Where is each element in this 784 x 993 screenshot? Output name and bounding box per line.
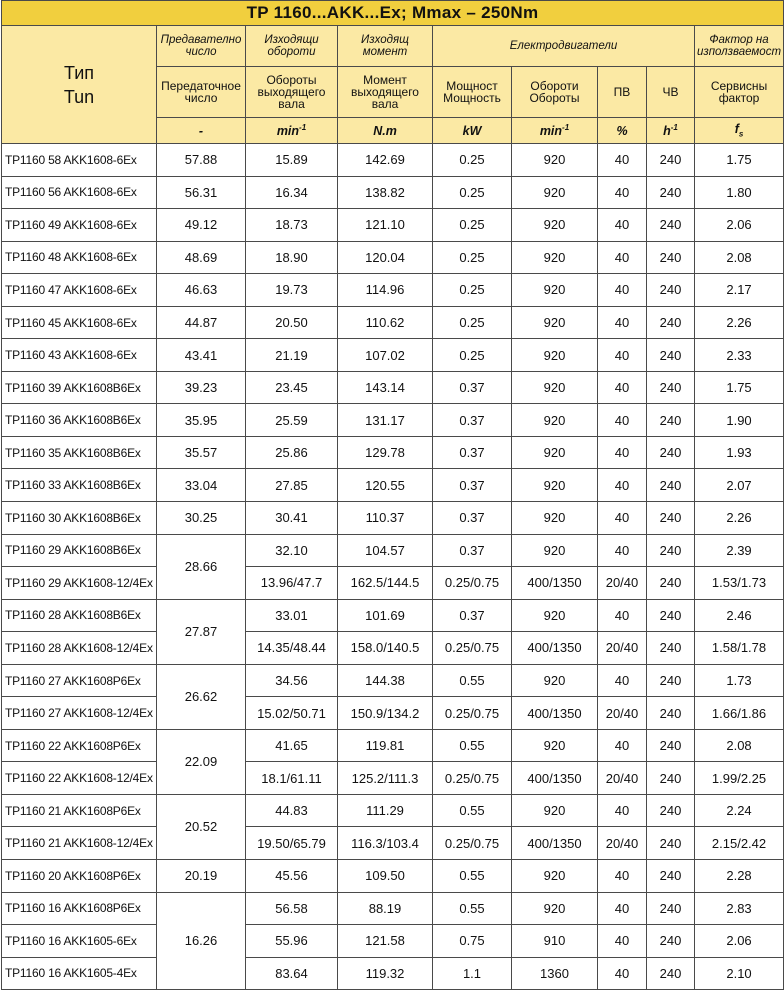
- chv-cell: 240: [647, 371, 695, 404]
- rpm-cell: 1360: [512, 957, 598, 990]
- speed-cell: 45.56: [246, 860, 338, 893]
- table-row: [2, 339, 784, 372]
- torque-cell: 110.37: [338, 502, 433, 535]
- torque-cell: 143.14: [338, 371, 433, 404]
- type-cell: TP1160 27 AKK1608P6Ex: [2, 664, 157, 697]
- chv-cell: 240: [647, 892, 695, 925]
- rpm-cell: 920: [512, 729, 598, 762]
- pv-cell: 40: [598, 274, 647, 307]
- factor-cell: 2.26: [695, 306, 784, 339]
- pv-cell: 20/40: [598, 632, 647, 665]
- speed-cell: 15.89: [246, 144, 338, 177]
- type-cell: TP1160 28 AKK1608B6Ex: [2, 599, 157, 632]
- pv-cell: 40: [598, 404, 647, 437]
- speed-cell: 33.01: [246, 599, 338, 632]
- ratio-cell: 39.23: [157, 371, 246, 404]
- ratio-cell: 35.57: [157, 436, 246, 469]
- torque-header-ru: Момент выходящего вала: [338, 67, 433, 118]
- speed-cell: 27.85: [246, 469, 338, 502]
- power-cell: 0.37: [433, 502, 512, 535]
- torque-cell: 138.82: [338, 176, 433, 209]
- ratio-cell: 57.88: [157, 144, 246, 177]
- ratio-header-ru: Передаточное число: [157, 67, 246, 118]
- table-row: [2, 274, 784, 307]
- speed-cell: 14.35/48.44: [246, 632, 338, 665]
- speed-cell: 18.1/61.11: [246, 762, 338, 795]
- factor-cell: 2.08: [695, 241, 784, 274]
- power-cell: 0.37: [433, 599, 512, 632]
- ratio-cell: 22.09: [157, 729, 246, 794]
- pv-cell: 40: [598, 729, 647, 762]
- power-cell: 0.25: [433, 339, 512, 372]
- power-cell: 0.55: [433, 729, 512, 762]
- chv-cell: 240: [647, 209, 695, 242]
- factor-cell: 1.73: [695, 664, 784, 697]
- rpm-cell: 920: [512, 502, 598, 535]
- power-cell: 0.75: [433, 925, 512, 958]
- power-cell: 0.25/0.75: [433, 827, 512, 860]
- ratio-cell: 30.25: [157, 502, 246, 535]
- ratio-header-bg: Предавателно число: [157, 26, 246, 67]
- speed-cell: 18.73: [246, 209, 338, 242]
- type-cell: TP1160 27 AKK1608-12/4Ex: [2, 697, 157, 730]
- chv-cell: 240: [647, 306, 695, 339]
- pv-header: ПВ: [598, 67, 647, 118]
- factor-cell: 2.39: [695, 534, 784, 567]
- factor-cell: 1.58/1.78: [695, 632, 784, 665]
- chv-cell: 240: [647, 436, 695, 469]
- torque-cell: 144.38: [338, 664, 433, 697]
- pv-cell: 40: [598, 371, 647, 404]
- table-row: [2, 371, 784, 404]
- table-row: [2, 794, 784, 827]
- power-cell: 0.55: [433, 860, 512, 893]
- rpm-cell: 920: [512, 404, 598, 437]
- rpm-cell: 920: [512, 469, 598, 502]
- pv-cell: 40: [598, 209, 647, 242]
- type-cell: TP1160 45 AKK1608-6Ex: [2, 306, 157, 339]
- rpm-cell: 920: [512, 241, 598, 274]
- torque-cell: 119.81: [338, 729, 433, 762]
- torque-cell: 120.55: [338, 469, 433, 502]
- speed-cell: 23.45: [246, 371, 338, 404]
- type-cell: TP1160 49 AKK1608-6Ex: [2, 209, 157, 242]
- factor-cell: 2.26: [695, 502, 784, 535]
- power-cell: 0.25: [433, 209, 512, 242]
- power-cell: 0.37: [433, 469, 512, 502]
- speed-header-bg: Изходящи обороти: [246, 26, 338, 67]
- power-unit: kW: [433, 118, 512, 144]
- type-cell: TP1160 22 AKK1608P6Ex: [2, 729, 157, 762]
- chv-cell: 240: [647, 664, 695, 697]
- chv-cell: 240: [647, 567, 695, 600]
- pv-cell: 40: [598, 534, 647, 567]
- speed-cell: 19.73: [246, 274, 338, 307]
- rpm-cell: 400/1350: [512, 632, 598, 665]
- power-cell: 1.1: [433, 957, 512, 990]
- type-cell: TP1160 48 AKK1608-6Ex: [2, 241, 157, 274]
- factor-cell: 2.15/2.42: [695, 827, 784, 860]
- type-cell: TP1160 16 AKK1605-4Ex: [2, 957, 157, 990]
- rpm-cell: 400/1350: [512, 567, 598, 600]
- type-cell: TP1160 29 AKK1608B6Ex: [2, 534, 157, 567]
- pv-cell: 40: [598, 176, 647, 209]
- type-cell: TP1160 33 AKK1608B6Ex: [2, 469, 157, 502]
- type-cell: TP1160 36 AKK1608B6Ex: [2, 404, 157, 437]
- chv-cell: 240: [647, 404, 695, 437]
- torque-cell: 121.10: [338, 209, 433, 242]
- torque-cell: 142.69: [338, 144, 433, 177]
- chv-header: ЧВ: [647, 67, 695, 118]
- power-cell: 0.25: [433, 274, 512, 307]
- pv-cell: 40: [598, 306, 647, 339]
- table-row: [2, 827, 784, 860]
- ratio-cell: 43.41: [157, 339, 246, 372]
- table-row: [2, 404, 784, 437]
- speed-cell: 25.59: [246, 404, 338, 437]
- table-row: [2, 925, 784, 958]
- torque-cell: 109.50: [338, 860, 433, 893]
- power-cell: 0.25/0.75: [433, 697, 512, 730]
- power-header: Мощност Мощность: [433, 67, 512, 118]
- speed-cell: 21.19: [246, 339, 338, 372]
- table-row: [2, 144, 784, 177]
- rpm-cell: 920: [512, 209, 598, 242]
- type-cell: TP1160 47 AKK1608-6Ex: [2, 274, 157, 307]
- torque-cell: 107.02: [338, 339, 433, 372]
- factor-cell: 2.06: [695, 209, 784, 242]
- rpm-cell: 920: [512, 339, 598, 372]
- table-row: [2, 469, 784, 502]
- rpm-cell: 910: [512, 925, 598, 958]
- chv-cell: 240: [647, 632, 695, 665]
- table-row: [2, 860, 784, 893]
- factor-cell: 2.07: [695, 469, 784, 502]
- torque-cell: 162.5/144.5: [338, 567, 433, 600]
- table-row: [2, 892, 784, 925]
- power-cell: 0.25/0.75: [433, 567, 512, 600]
- torque-cell: 131.17: [338, 404, 433, 437]
- table-row: [2, 664, 784, 697]
- pv-cell: 40: [598, 502, 647, 535]
- pv-cell: 40: [598, 957, 647, 990]
- speed-cell: 20.50: [246, 306, 338, 339]
- torque-cell: 121.58: [338, 925, 433, 958]
- power-cell: 0.25: [433, 241, 512, 274]
- factor-cell: 1.75: [695, 144, 784, 177]
- torque-cell: 116.3/103.4: [338, 827, 433, 860]
- type-header-ru: Tun: [63, 86, 95, 107]
- speed-cell: 83.64: [246, 957, 338, 990]
- speed-cell: 56.58: [246, 892, 338, 925]
- type-cell: TP1160 43 AKK1608-6Ex: [2, 339, 157, 372]
- table-row: [2, 697, 784, 730]
- ratio-cell: 28.66: [157, 534, 246, 599]
- chv-cell: 240: [647, 860, 695, 893]
- type-cell: TP1160 56 AKK1608-6Ex: [2, 176, 157, 209]
- ratio-cell: 48.69: [157, 241, 246, 274]
- chv-cell: 240: [647, 599, 695, 632]
- torque-cell: 114.96: [338, 274, 433, 307]
- torque-cell: 150.9/134.2: [338, 697, 433, 730]
- rpm-cell: 920: [512, 599, 598, 632]
- ratio-cell: 44.87: [157, 306, 246, 339]
- chv-cell: 240: [647, 762, 695, 795]
- factor-unit: $f_s$: [695, 118, 784, 144]
- factor-cell: 1.53/1.73: [695, 567, 784, 600]
- torque-cell: 119.32: [338, 957, 433, 990]
- power-cell: 0.55: [433, 664, 512, 697]
- type-cell: TP1160 22 AKK1608-12/4Ex: [2, 762, 157, 795]
- rpm-cell: 400/1350: [512, 762, 598, 795]
- power-cell: 0.55: [433, 794, 512, 827]
- factor-cell: 2.08: [695, 729, 784, 762]
- torque-cell: 120.04: [338, 241, 433, 274]
- torque-cell: 104.57: [338, 534, 433, 567]
- pv-cell: 40: [598, 860, 647, 893]
- factor-cell: 1.93: [695, 436, 784, 469]
- rpm-cell: 400/1350: [512, 697, 598, 730]
- pv-cell: 40: [598, 794, 647, 827]
- speed-cell: 13.96/47.7: [246, 567, 338, 600]
- ratio-cell: 35.95: [157, 404, 246, 437]
- rpm-cell: 920: [512, 534, 598, 567]
- chv-unit: $h^{-1}$: [647, 118, 695, 144]
- factor-cell: 1.66/1.86: [695, 697, 784, 730]
- speed-cell: 30.41: [246, 502, 338, 535]
- factor-cell: 1.90: [695, 404, 784, 437]
- rpm-cell: 920: [512, 371, 598, 404]
- type-cell: TP1160 29 AKK1608-12/4Ex: [2, 567, 157, 600]
- rpm-cell: 920: [512, 144, 598, 177]
- speed-cell: 55.96: [246, 925, 338, 958]
- type-cell: TP1160 16 AKK1605-6Ex: [2, 925, 157, 958]
- ratio-cell: 20.19: [157, 860, 246, 893]
- pv-cell: 20/40: [598, 567, 647, 600]
- power-cell: 0.25: [433, 306, 512, 339]
- factor-cell: 2.28: [695, 860, 784, 893]
- chv-cell: 240: [647, 144, 695, 177]
- speed-cell: 34.56: [246, 664, 338, 697]
- ratio-cell: 33.04: [157, 469, 246, 502]
- chv-cell: 240: [647, 534, 695, 567]
- rpm-cell: 400/1350: [512, 827, 598, 860]
- chv-cell: 240: [647, 274, 695, 307]
- factor-cell: 1.75: [695, 371, 784, 404]
- ratio-cell: 46.63: [157, 274, 246, 307]
- ratio-unit: -: [157, 118, 246, 144]
- power-cell: 0.25/0.75: [433, 632, 512, 665]
- type-cell: TP1160 28 AKK1608-12/4Ex: [2, 632, 157, 665]
- power-cell: 0.37: [433, 436, 512, 469]
- factor-cell: 2.06: [695, 925, 784, 958]
- table-row: [2, 306, 784, 339]
- rpm-cell: 920: [512, 892, 598, 925]
- factor-header-ru: Сервисны фактор: [695, 67, 784, 118]
- speed-cell: 25.86: [246, 436, 338, 469]
- ratio-cell: 56.31: [157, 176, 246, 209]
- torque-unit: N.m: [338, 118, 433, 144]
- speed-cell: 44.83: [246, 794, 338, 827]
- speed-cell: 41.65: [246, 729, 338, 762]
- chv-cell: 240: [647, 469, 695, 502]
- power-cell: 0.37: [433, 404, 512, 437]
- type-cell: TP1160 21 AKK1608P6Ex: [2, 794, 157, 827]
- table-row: [2, 599, 784, 632]
- speed-cell: 32.10: [246, 534, 338, 567]
- factor-cell: 2.83: [695, 892, 784, 925]
- table-row: [2, 241, 784, 274]
- type-cell: TP1160 30 AKK1608B6Ex: [2, 502, 157, 535]
- torque-cell: 125.2/111.3: [338, 762, 433, 795]
- factor-cell: 2.33: [695, 339, 784, 372]
- rpm-cell: 920: [512, 176, 598, 209]
- table-row: [2, 209, 784, 242]
- table-row: [2, 436, 784, 469]
- pv-cell: 40: [598, 925, 647, 958]
- table-row: [2, 632, 784, 665]
- type-cell: TP1160 39 AKK1608B6Ex: [2, 371, 157, 404]
- torque-cell: 101.69: [338, 599, 433, 632]
- speed-cell: 16.34: [246, 176, 338, 209]
- torque-cell: 129.78: [338, 436, 433, 469]
- chv-cell: 240: [647, 502, 695, 535]
- power-cell: 0.25: [433, 176, 512, 209]
- torque-cell: 111.29: [338, 794, 433, 827]
- rpm-unit: $\min^{-1}$: [512, 118, 598, 144]
- factor-cell: 2.46: [695, 599, 784, 632]
- power-cell: 0.37: [433, 534, 512, 567]
- speed-unit: $\min^{-1}$: [246, 118, 338, 144]
- chv-cell: 240: [647, 241, 695, 274]
- pv-cell: 40: [598, 664, 647, 697]
- factor-cell: 2.10: [695, 957, 784, 990]
- ratio-cell: 49.12: [157, 209, 246, 242]
- speed-cell: 19.50/65.79: [246, 827, 338, 860]
- ratio-cell: 26.62: [157, 664, 246, 729]
- chv-cell: 240: [647, 827, 695, 860]
- table-row: [2, 534, 784, 567]
- rpm-cell: 920: [512, 794, 598, 827]
- rpm-cell: 920: [512, 274, 598, 307]
- speed-cell: 18.90: [246, 241, 338, 274]
- table-title: TP 1160...AKK...Ex; Mmax – 250Nm: [2, 1, 784, 26]
- pv-cell: 40: [598, 241, 647, 274]
- gearmotor-table: [1, 0, 784, 990]
- factor-cell: 1.99/2.25: [695, 762, 784, 795]
- chv-cell: 240: [647, 794, 695, 827]
- torque-header-bg: Изходящ момент: [338, 26, 433, 67]
- speed-header-ru: Обороты выходящего вала: [246, 67, 338, 118]
- table-row: [2, 567, 784, 600]
- factor-header-bg: Фактор на използваемост: [695, 26, 784, 67]
- table-row: [2, 957, 784, 990]
- chv-cell: 240: [647, 925, 695, 958]
- type-header-bg: Тип: [63, 62, 94, 83]
- torque-cell: 158.0/140.5: [338, 632, 433, 665]
- factor-cell: 2.17: [695, 274, 784, 307]
- pv-cell: 20/40: [598, 762, 647, 795]
- type-cell: TP1160 21 AKK1608-12/4Ex: [2, 827, 157, 860]
- pv-cell: 40: [598, 599, 647, 632]
- chv-cell: 240: [647, 729, 695, 762]
- pv-cell: 20/40: [598, 827, 647, 860]
- power-cell: 0.25: [433, 144, 512, 177]
- table-body: [2, 144, 784, 990]
- torque-cell: 88.19: [338, 892, 433, 925]
- factor-cell: 1.80: [695, 176, 784, 209]
- table-row: [2, 502, 784, 535]
- type-header: [2, 26, 157, 144]
- pv-unit: %: [598, 118, 647, 144]
- rpm-header: Обороти Обороты: [512, 67, 598, 118]
- pv-cell: 40: [598, 436, 647, 469]
- type-cell: TP1160 58 AKK1608-6Ex: [2, 144, 157, 177]
- ratio-cell: 20.52: [157, 794, 246, 859]
- type-cell: TP1160 35 AKK1608B6Ex: [2, 436, 157, 469]
- table-row: [2, 762, 784, 795]
- rpm-cell: 920: [512, 306, 598, 339]
- type-cell: TP1160 20 AKK1608P6Ex: [2, 860, 157, 893]
- rpm-cell: 920: [512, 860, 598, 893]
- pv-cell: 40: [598, 339, 647, 372]
- chv-cell: 240: [647, 697, 695, 730]
- torque-cell: 110.62: [338, 306, 433, 339]
- rpm-cell: 920: [512, 664, 598, 697]
- chv-cell: 240: [647, 176, 695, 209]
- pv-cell: 20/40: [598, 697, 647, 730]
- power-cell: 0.25/0.75: [433, 762, 512, 795]
- factor-cell: 2.24: [695, 794, 784, 827]
- motors-header: Електродвигатели: [433, 26, 695, 67]
- pv-cell: 40: [598, 892, 647, 925]
- speed-cell: 15.02/50.71: [246, 697, 338, 730]
- type-cell: TP1160 16 AKK1608P6Ex: [2, 892, 157, 925]
- power-cell: 0.37: [433, 371, 512, 404]
- ratio-cell: 16.26: [157, 892, 246, 990]
- chv-cell: 240: [647, 957, 695, 990]
- power-cell: 0.55: [433, 892, 512, 925]
- table-row: [2, 176, 784, 209]
- chv-cell: 240: [647, 339, 695, 372]
- ratio-cell: 27.87: [157, 599, 246, 664]
- pv-cell: 40: [598, 469, 647, 502]
- rpm-cell: 920: [512, 436, 598, 469]
- table-row: [2, 729, 784, 762]
- pv-cell: 40: [598, 144, 647, 177]
